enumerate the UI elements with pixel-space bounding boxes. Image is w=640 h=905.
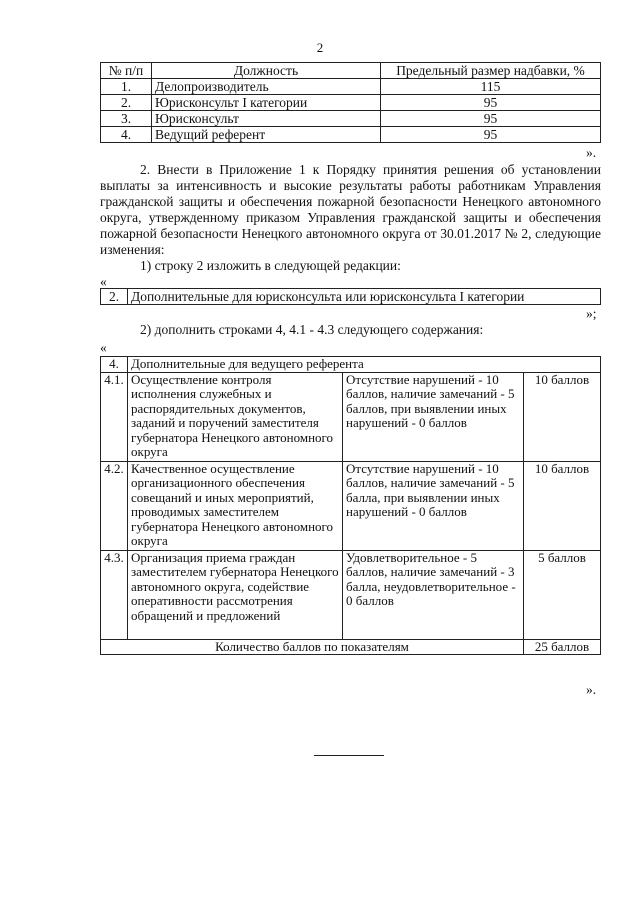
row-number: 4.3. bbox=[101, 550, 128, 639]
row-position: Делопроизводитель bbox=[152, 79, 381, 95]
row-indicator: Качественное осуществление организационного обеспечения совещаний и иных мероприятий, проводимых заместителем губернатора Ненецкого автономного округа bbox=[128, 461, 343, 550]
row-position: Юрисконсульт I категории bbox=[152, 95, 381, 111]
row-criteria: Удовлетворительное - 5 баллов, наличие замечаний - 3 балла, неудовлетворительное - 0 баллов bbox=[343, 550, 524, 639]
row-indicator: Организация приема граждан заместителем губернатора Ненецкого автономного округа, содействие оперативности рассмотрения обращений и предложений bbox=[128, 550, 343, 639]
row-number: 3. bbox=[101, 111, 152, 127]
table-row bbox=[101, 95, 601, 111]
item-2: 2) дополнить строками 4, 4.1 - 4.3 следующего содержания: bbox=[140, 322, 484, 337]
row-number: 4.2. bbox=[101, 461, 128, 550]
table-row bbox=[101, 372, 601, 461]
open-quote: « bbox=[100, 274, 107, 289]
col-header-position: Должность bbox=[152, 63, 381, 79]
row-number: 2. bbox=[101, 289, 128, 305]
table-header-row bbox=[101, 63, 601, 79]
table-row bbox=[101, 127, 601, 143]
table-header-row bbox=[101, 357, 601, 373]
table-row bbox=[101, 79, 601, 95]
close-quote: ». bbox=[586, 145, 597, 160]
row-points: 10 баллов bbox=[524, 372, 601, 461]
row-position: Юрисконсульт bbox=[152, 111, 381, 127]
paragraph-amendment: 2. Внести в Приложение 1 к Порядку принятия решения об установлении выплаты за интенсивность и высокие результаты работы работникам Управления гражданской защиты и обеспечения пожарной безопасности Ненецкого автономного округа, утвержденному приказом Управления гражданской защиты и обеспечения пожарной безопасности Ненецкого автономного округа от 30.01.2017 № 2, следующие изменения: bbox=[100, 162, 601, 257]
row-number: 2. bbox=[101, 95, 152, 111]
close-quote: ». bbox=[586, 682, 597, 697]
table-row bbox=[101, 111, 601, 127]
row-points: 5 баллов bbox=[524, 550, 601, 639]
open-quote: « bbox=[100, 340, 107, 355]
end-divider bbox=[314, 755, 384, 756]
row-number: 4. bbox=[101, 357, 128, 373]
table-row bbox=[101, 289, 601, 305]
row-criteria: Отсутствие нарушений - 10 баллов, наличие замечаний - 5 балла, при выявлении иных нарушений - 0 баллов bbox=[343, 461, 524, 550]
row-indicator: Осуществление контроля исполнения служебных и распорядительных документов, заданий и поручений заместителя губернатора Ненецкого автономного округа bbox=[128, 372, 343, 461]
row-number: 4. bbox=[101, 127, 152, 143]
col-header-max-allowance: Предельный размер надбавки, % bbox=[381, 63, 601, 79]
row-number: 1. bbox=[101, 79, 152, 95]
row-allowance: 95 bbox=[381, 111, 601, 127]
table-total-row bbox=[101, 639, 601, 655]
row-criteria: Отсутствие нарушений - 10 баллов, наличие замечаний - 5 баллов, при выявлении иных нарушений - 0 баллов bbox=[343, 372, 524, 461]
row-text: Дополнительные для юрисконсульта или юрисконсульта I категории bbox=[128, 289, 601, 305]
page-number: 2 bbox=[316, 40, 324, 55]
row-position: Ведущий референт bbox=[152, 127, 381, 143]
table-row bbox=[101, 461, 601, 550]
row-allowance: 95 bbox=[381, 95, 601, 111]
allowance-table bbox=[100, 62, 601, 143]
row-number: 4.1. bbox=[101, 372, 128, 461]
table-row bbox=[101, 550, 601, 639]
row-points: 10 баллов bbox=[524, 461, 601, 550]
row-2-table bbox=[100, 288, 601, 305]
col-header-number: № п/п bbox=[101, 63, 152, 79]
item-1: 1) строку 2 изложить в следующей редакции: bbox=[140, 258, 401, 273]
total-value: 25 баллов bbox=[524, 639, 601, 655]
total-label: Количество баллов по показателям bbox=[101, 639, 524, 655]
referent-criteria-table bbox=[100, 356, 601, 655]
close-quote: »; bbox=[586, 306, 597, 321]
row-text: Дополнительные для ведущего референта bbox=[128, 357, 601, 373]
row-allowance: 95 bbox=[381, 127, 601, 143]
row-allowance: 115 bbox=[381, 79, 601, 95]
